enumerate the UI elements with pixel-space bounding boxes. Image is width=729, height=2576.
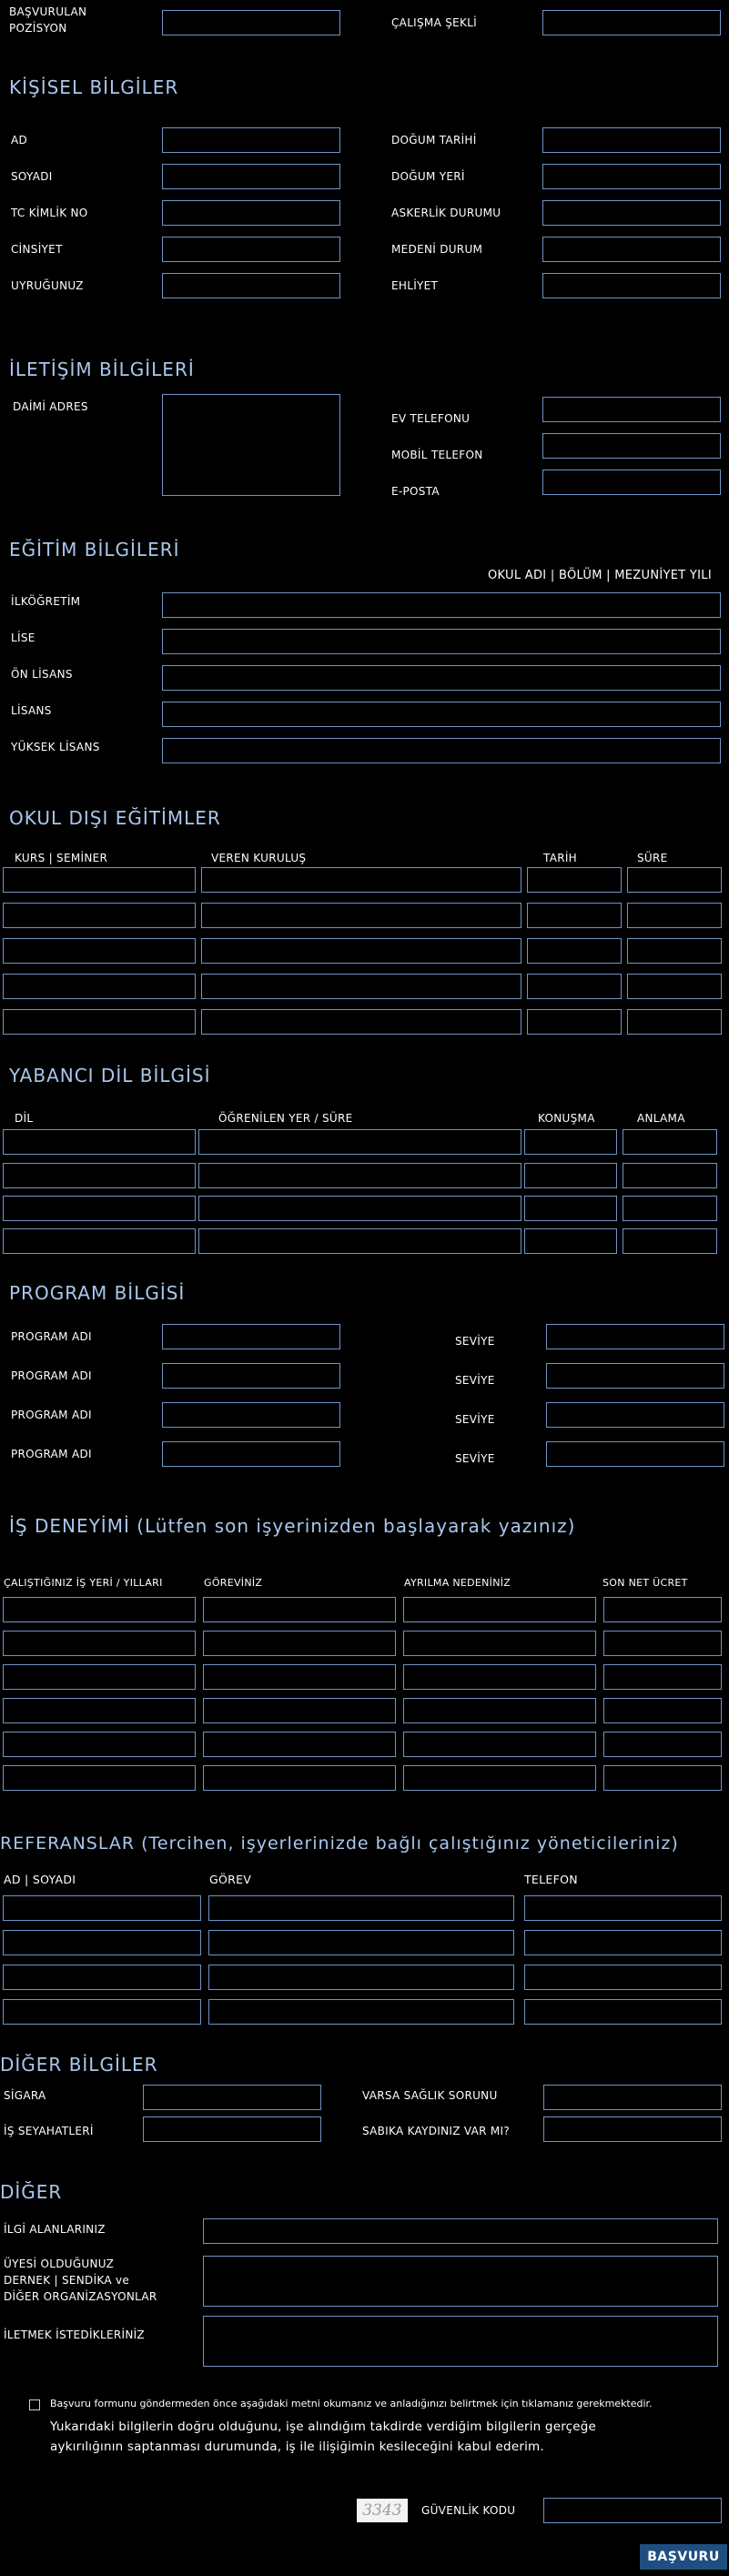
courses-header-date: TARİH xyxy=(543,852,578,864)
edu-bachelor-label: LİSANS xyxy=(11,704,52,717)
exp-salary-input[interactable] xyxy=(603,1732,722,1757)
health-label: VARSA SAĞLIK SORUNU xyxy=(362,2089,498,2102)
course-org-input[interactable] xyxy=(201,903,521,928)
language-name-input[interactable] xyxy=(3,1196,196,1221)
course-duration-input[interactable] xyxy=(627,1009,722,1035)
criminal-record-input[interactable] xyxy=(543,2116,722,2142)
program-label: PROGRAM ADI xyxy=(11,1409,92,1421)
language-understanding-input[interactable] xyxy=(623,1163,717,1188)
courses-header-duration: SÜRE xyxy=(637,852,668,864)
name-input[interactable] xyxy=(162,127,340,153)
course-date-input[interactable] xyxy=(527,903,622,928)
course-name-input[interactable] xyxy=(3,867,196,893)
edu-highschool-label: LİSE xyxy=(11,631,35,644)
email-input[interactable] xyxy=(542,470,721,495)
nationality-input[interactable] xyxy=(162,273,340,298)
ref-header-position: GÖREV xyxy=(209,1873,252,1886)
exp-position-input[interactable] xyxy=(203,1698,396,1723)
experience-section-title: İŞ DENEYİMİ (Lütfen son işyerinizden başlayarak yazınız) xyxy=(9,1515,576,1537)
other-info-section-title: DİĞER BİLGİLER xyxy=(0,2054,158,2076)
education-section-title: EĞİTİM BİLGİLERİ xyxy=(9,539,180,561)
interests-label: İLGİ ALANLARINIZ xyxy=(4,2223,106,2236)
message-label: İLETMEK İSTEDİKLERİNİZ xyxy=(4,2329,145,2341)
course-name-input[interactable] xyxy=(3,903,196,928)
exp-reason-input[interactable] xyxy=(403,1597,596,1622)
program-level-input[interactable] xyxy=(546,1402,724,1428)
exp-position-input[interactable] xyxy=(203,1597,396,1622)
consent-text-line1: Yukarıdaki bilgilerin doğru olduğunu, işe alındığım takdirde verdiğim bilgilerin gerçeğe xyxy=(50,2419,597,2434)
message-textarea[interactable] xyxy=(203,2316,718,2367)
consent-text-line2: aykırılığının saptanması durumunda, iş ile ilişiğimin kesileceğini kabul ederim. xyxy=(50,2440,544,2454)
exp-reason-input[interactable] xyxy=(403,1698,596,1723)
edu-primary-label: İLKÖĞRETİM xyxy=(11,595,81,608)
lang-header-language: DİL xyxy=(15,1112,34,1125)
program-name-input[interactable] xyxy=(162,1324,340,1349)
exp-header-salary: SON NET ÜCRET xyxy=(602,1577,688,1589)
ref-name-input[interactable] xyxy=(3,1965,201,1990)
course-org-input[interactable] xyxy=(201,974,521,999)
other-section-title: DİĞER xyxy=(0,2181,63,2203)
mobile-input[interactable] xyxy=(542,433,721,459)
exp-workplace-input[interactable] xyxy=(3,1732,196,1757)
birth-place-label: DOĞUM YERİ xyxy=(391,170,465,183)
ref-name-input[interactable] xyxy=(3,1930,201,1955)
surname-label: SOYADI xyxy=(11,170,53,183)
exp-salary-input[interactable] xyxy=(603,1765,722,1791)
captcha-image: 3343 xyxy=(357,2499,408,2522)
language-speaking-input[interactable] xyxy=(524,1129,617,1155)
address-label: DAİMİ ADRES xyxy=(13,400,88,413)
language-understanding-input[interactable] xyxy=(623,1228,717,1254)
edu-associate-input[interactable] xyxy=(162,665,721,691)
position-input[interactable] xyxy=(162,10,340,35)
lang-header-speaking: KONUŞMA xyxy=(538,1112,595,1125)
address-textarea[interactable] xyxy=(162,394,340,496)
work-type-label: ÇALIŞMA ŞEKLİ xyxy=(391,16,477,29)
exp-salary-input[interactable] xyxy=(603,1597,722,1622)
level-label: SEVİYE xyxy=(455,1374,495,1387)
level-label: SEVİYE xyxy=(455,1413,495,1426)
ref-phone-input[interactable] xyxy=(524,1895,722,1921)
lang-header-understanding: ANLAMA xyxy=(637,1112,685,1125)
courses-header-course: KURS | SEMİNER xyxy=(15,852,108,864)
level-label: SEVİYE xyxy=(455,1335,495,1348)
exp-header-workplace: ÇALIŞTIĞINIZ İŞ YERİ / YILLARI xyxy=(4,1577,163,1589)
smoking-label: SİGARA xyxy=(4,2089,46,2102)
education-header: OKUL ADI | BÖLÜM | MEZUNİYET YILI xyxy=(488,569,712,582)
position-label-line2: POZİSYON xyxy=(9,22,67,35)
ref-phone-input[interactable] xyxy=(524,1965,722,1990)
work-type-input[interactable] xyxy=(542,10,721,35)
course-date-input[interactable] xyxy=(527,1009,622,1035)
program-level-input[interactable] xyxy=(546,1441,724,1467)
ref-header-name: AD | SOYADI xyxy=(4,1873,76,1886)
course-duration-input[interactable] xyxy=(627,974,722,999)
language-place-input[interactable] xyxy=(198,1228,521,1254)
course-org-input[interactable] xyxy=(201,938,521,964)
program-level-input[interactable] xyxy=(546,1324,724,1349)
ref-phone-input[interactable] xyxy=(524,1999,722,2025)
exp-position-input[interactable] xyxy=(203,1664,396,1690)
name-label: AD xyxy=(11,134,28,146)
exp-reason-input[interactable] xyxy=(403,1732,596,1757)
birth-date-input[interactable] xyxy=(542,127,721,153)
language-place-input[interactable] xyxy=(198,1163,521,1188)
edu-primary-input[interactable] xyxy=(162,592,721,618)
membership-label-2: DERNEK | SENDİKA ve xyxy=(4,2274,130,2287)
birth-place-input[interactable] xyxy=(542,164,721,189)
exp-workplace-input[interactable] xyxy=(3,1664,196,1690)
program-level-input[interactable] xyxy=(546,1363,724,1389)
license-input[interactable] xyxy=(542,273,721,298)
courses-section-title: OKUL DIŞI EĞİTİMLER xyxy=(9,807,221,829)
course-date-input[interactable] xyxy=(527,974,622,999)
license-label: EHLİYET xyxy=(391,279,439,292)
gender-label: CİNSİYET xyxy=(11,243,63,256)
contact-section-title: İLETİŞİM BİLGİLERİ xyxy=(9,359,195,380)
tc-id-input[interactable] xyxy=(162,200,340,226)
gender-input[interactable] xyxy=(162,237,340,262)
course-name-input[interactable] xyxy=(3,938,196,964)
exp-salary-input[interactable] xyxy=(603,1631,722,1656)
edu-highschool-input[interactable] xyxy=(162,629,721,654)
program-label: PROGRAM ADI xyxy=(11,1369,92,1382)
ref-position-input[interactable] xyxy=(208,1965,514,1990)
program-name-input[interactable] xyxy=(162,1402,340,1428)
programs-section-title: PROGRAM BİLGİSİ xyxy=(9,1282,186,1304)
language-speaking-input[interactable] xyxy=(524,1196,617,1221)
program-label: PROGRAM ADI xyxy=(11,1330,92,1343)
surname-input[interactable] xyxy=(162,164,340,189)
home-phone-label: EV TELEFONU xyxy=(391,412,471,425)
edu-master-label: YÜKSEK LİSANS xyxy=(11,741,100,753)
exp-workplace-input[interactable] xyxy=(3,1698,196,1723)
exp-reason-input[interactable] xyxy=(403,1664,596,1690)
exp-position-input[interactable] xyxy=(203,1765,396,1791)
nationality-label: UYRUĞUNUZ xyxy=(11,279,84,292)
languages-section-title: YABANCI DİL BİLGİSİ xyxy=(9,1065,211,1086)
birth-date-label: DOĞUM TARİHİ xyxy=(391,134,477,146)
course-duration-input[interactable] xyxy=(627,903,722,928)
smoking-input[interactable] xyxy=(143,2085,321,2110)
level-label: SEVİYE xyxy=(455,1452,495,1465)
ref-position-input[interactable] xyxy=(208,1895,514,1921)
exp-reason-input[interactable] xyxy=(403,1631,596,1656)
ref-name-input[interactable] xyxy=(3,1895,201,1921)
language-understanding-input[interactable] xyxy=(623,1129,717,1155)
marital-label: MEDENİ DURUM xyxy=(391,243,483,256)
course-name-input[interactable] xyxy=(3,1009,196,1035)
exp-workplace-input[interactable] xyxy=(3,1597,196,1622)
mobile-label: MOBİL TELEFON xyxy=(391,449,483,461)
health-input[interactable] xyxy=(543,2085,722,2110)
consent-checkbox-text: Başvuru formunu göndermeden önce aşağıdaki metni okumanız ve anladığınızı belirtmek için tıklamanız gerekmektedir. xyxy=(50,2398,653,2409)
position-label-line1: BAŞVURULAN xyxy=(9,5,87,18)
submit-button[interactable]: BAŞVURU xyxy=(640,2544,727,2570)
program-name-input[interactable] xyxy=(162,1363,340,1389)
language-speaking-input[interactable] xyxy=(524,1163,617,1188)
exp-position-input[interactable] xyxy=(203,1631,396,1656)
military-label: ASKERLİK DURUMU xyxy=(391,207,501,219)
edu-master-input[interactable] xyxy=(162,738,721,763)
security-code-input[interactable] xyxy=(543,2498,722,2523)
course-duration-input[interactable] xyxy=(627,867,722,893)
language-name-input[interactable] xyxy=(3,1163,196,1188)
criminal-record-label: SABIKA KAYDINIZ VAR MI? xyxy=(362,2125,511,2137)
ref-header-phone: TELEFON xyxy=(524,1873,578,1886)
course-duration-input[interactable] xyxy=(627,938,722,964)
course-org-input[interactable] xyxy=(201,1009,521,1035)
course-date-input[interactable] xyxy=(527,938,622,964)
exp-salary-input[interactable] xyxy=(603,1698,722,1723)
exp-header-position: GÖREVİNİZ xyxy=(204,1577,263,1589)
references-section-title: REFERANSLAR (Tercihen, işyerlerinizde bağlı çalıştığınız yöneticileriniz) xyxy=(0,1834,679,1854)
lang-header-place: ÖĞRENİLEN YER / SÜRE xyxy=(218,1112,353,1125)
edu-bachelor-input[interactable] xyxy=(162,702,721,727)
exp-position-input[interactable] xyxy=(203,1732,396,1757)
military-input[interactable] xyxy=(542,200,721,226)
program-label: PROGRAM ADI xyxy=(11,1448,92,1460)
edu-associate-label: ÖN LİSANS xyxy=(11,668,73,681)
exp-workplace-input[interactable] xyxy=(3,1765,196,1791)
course-date-input[interactable] xyxy=(527,867,622,893)
ref-name-input[interactable] xyxy=(3,1999,201,2025)
language-understanding-input[interactable] xyxy=(623,1196,717,1221)
membership-label-3: DİĞER ORGANİZASYONLAR xyxy=(4,2290,157,2303)
exp-reason-input[interactable] xyxy=(403,1765,596,1791)
exp-workplace-input[interactable] xyxy=(3,1631,196,1656)
language-speaking-input[interactable] xyxy=(524,1228,617,1254)
travel-input[interactable] xyxy=(143,2116,321,2142)
ref-phone-input[interactable] xyxy=(524,1930,722,1955)
home-phone-input[interactable] xyxy=(542,397,721,422)
courses-header-org: VEREN KURULUŞ xyxy=(211,852,307,864)
program-name-input[interactable] xyxy=(162,1441,340,1467)
course-org-input[interactable] xyxy=(201,867,521,893)
consent-checkbox[interactable] xyxy=(29,2399,40,2410)
exp-header-reason: AYRILMA NEDENİNİZ xyxy=(404,1577,511,1589)
security-code-label: GÜVENLİK KODU xyxy=(421,2504,516,2517)
travel-label: İŞ SEYAHATLERİ xyxy=(4,2125,94,2137)
membership-textarea[interactable] xyxy=(203,2256,718,2307)
tc-id-label: TC KİMLİK NO xyxy=(11,207,88,219)
language-name-input[interactable] xyxy=(3,1228,196,1254)
email-label: E-POSTA xyxy=(391,485,440,498)
course-name-input[interactable] xyxy=(3,974,196,999)
language-place-input[interactable] xyxy=(198,1129,521,1155)
language-place-input[interactable] xyxy=(198,1196,521,1221)
membership-label-1: ÜYESİ OLDUĞUNUZ xyxy=(4,2258,115,2270)
exp-salary-input[interactable] xyxy=(603,1664,722,1690)
ref-position-input[interactable] xyxy=(208,1999,514,2025)
personal-section-title: KİŞİSEL BİLGİLER xyxy=(9,76,179,98)
interests-input[interactable] xyxy=(203,2218,718,2244)
language-name-input[interactable] xyxy=(3,1129,196,1155)
ref-position-input[interactable] xyxy=(208,1930,514,1955)
marital-input[interactable] xyxy=(542,237,721,262)
